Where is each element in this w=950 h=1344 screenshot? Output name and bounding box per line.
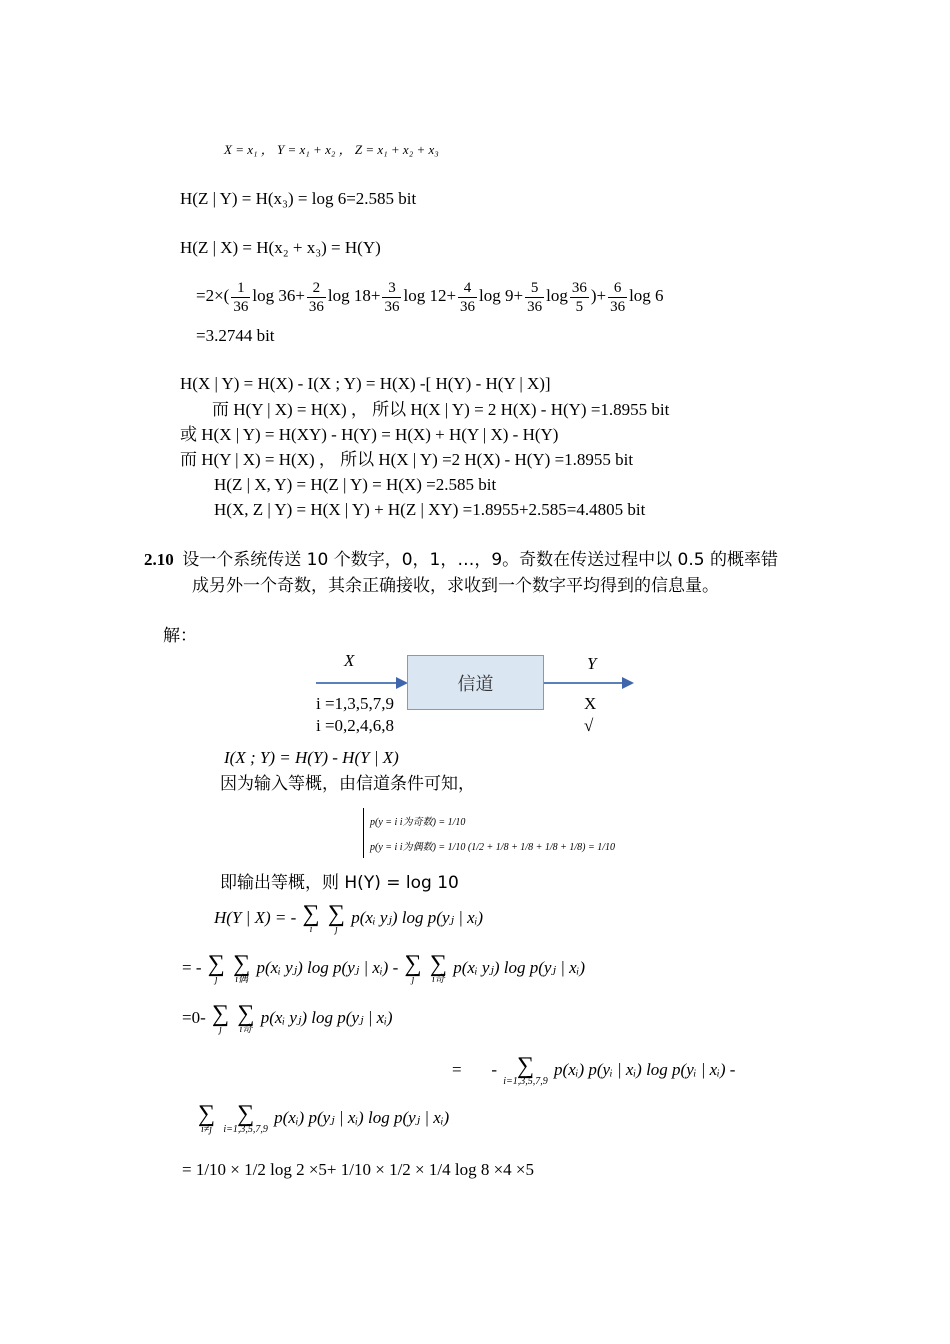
problem-line-1 bbox=[144, 550, 778, 570]
case-even: p(y = i i为偶数) = 1/10 (1/2 + 1/8 + 1/8 + 1/8 + 1/8) = 1/10 bbox=[370, 842, 615, 853]
sum-i-ne-j: ∑ i≠j bbox=[198, 1101, 216, 1136]
calc-log-7: log 6 bbox=[629, 286, 664, 305]
input-arrow-line bbox=[316, 682, 398, 684]
eq-line-4: = - ∑ i=1,3,5,7,9 p(xᵢ) p(yᵢ | xᵢ) log p(yᵢ | xᵢ) - bbox=[452, 1053, 736, 1088]
eq4-prefix: = bbox=[452, 1060, 462, 1079]
sum-j-3: ∑ j bbox=[404, 951, 422, 986]
hyx-label: H(Y | X) = - bbox=[214, 908, 297, 927]
odd-row: i =1,3,5,7,9 bbox=[316, 694, 395, 713]
eq-h-x-given-y: H(X | Y) = H(X) - I(X ; Y) = H(X) -[ H(Y) - H(Y | X)] bbox=[180, 374, 551, 393]
eq-er-line-1: 而 H(Y | X) = H(X) ， 所以 H(X | Y) = 2 H(X) - H(Y) =1.8955 bit bbox=[212, 400, 670, 419]
eq-er-line-2: 而 H(Y | X) = H(X) ， 所以 H(X | Y) =2 H(X) - H(Y) =1.8955 bit bbox=[180, 450, 634, 469]
sum-j: ∑ j bbox=[327, 901, 345, 936]
eq-h-z-given-y: H(Z | Y) = H(x₃) = log 6=2.585 bit bbox=[180, 189, 417, 208]
because-line: 因为输入等概，由信道条件可知， bbox=[220, 774, 475, 794]
sum-i-odds-2: ∑ i=1,3,5,7,9 bbox=[223, 1101, 268, 1136]
problem-number: 2.10 bbox=[144, 550, 174, 569]
output-arrow-head bbox=[622, 677, 634, 689]
calc-frac-2: $\frac{2}{36}$ bbox=[308, 279, 324, 315]
problem-text-1: 设一个系统传送 10 个数字，0，1，…，9。奇数在传送过程中以 0.5 的概率错 bbox=[182, 550, 778, 570]
channel-box bbox=[407, 655, 544, 710]
calc-frac-1: $\frac{1}{36}$ bbox=[233, 279, 249, 315]
sum-i: ∑ i bbox=[302, 901, 320, 936]
final-result-line: = 1/10 × 1/2 log 2 ×5+ 1/10 × 1/2 × 1/4 log 8 ×4 ×5 bbox=[182, 1160, 535, 1179]
variable-definitions: X = x₁ ， Y = x₁ + x₂ ， Z = x₁ + x₂ + x₃ bbox=[224, 142, 439, 157]
calc-frac-4: $\frac{4}{36}$ bbox=[460, 279, 476, 315]
channel-label: 信道 bbox=[457, 673, 494, 695]
eq5-expr: p(xᵢ) p(yⱼ | xᵢ) log p(yⱼ | xᵢ) bbox=[274, 1108, 450, 1127]
sum-expr-1: p(xᵢ yⱼ) log p(yⱼ | xᵢ) bbox=[351, 908, 484, 927]
sum-i-odd: ∑ i奇 bbox=[429, 951, 447, 986]
sum-i-odd-2: ∑ i奇 bbox=[237, 1001, 255, 1036]
sum-j-2: ∑ j bbox=[207, 951, 225, 986]
calc-log-3: log 12+ bbox=[403, 286, 457, 305]
calc-frac-3: $\frac{3}{36}$ bbox=[384, 279, 400, 315]
output-arrow-line bbox=[544, 682, 624, 684]
calc-frac-7: $\frac{6}{36}$ bbox=[610, 279, 626, 315]
eq-line-3 bbox=[182, 1000, 393, 1036]
eq-h-xz-given-y: H(X, Z | Y) = H(X | Y) + H(Z | XY) =1.8955+2.585=4.4805 bit bbox=[214, 500, 646, 519]
eq-line-2: = - ∑ j ∑ i偶 p(xᵢ yⱼ) log p(yⱼ | xᵢ) - ∑ j ∑ i奇 p(xᵢ yⱼ) log p(yⱼ | xᵢ) bbox=[182, 951, 586, 986]
solution-label: 解： bbox=[163, 626, 197, 646]
problem-line-2: 成另外一个奇数，其余正确接收，求收到一个数字平均得到的信息量。 bbox=[192, 576, 719, 596]
sum-i-odds: ∑ i=1,3,5,7,9 bbox=[503, 1053, 548, 1088]
calc-prefix: =2×( bbox=[196, 286, 230, 305]
even-row: i =0,2,4,6,8 bbox=[316, 716, 395, 735]
calc-log-4: log 9+ bbox=[479, 286, 524, 305]
calc-log-1: log 36+ bbox=[252, 286, 305, 305]
sum-j-4: ∑ j bbox=[212, 1001, 230, 1036]
even-mark: √ bbox=[584, 716, 594, 735]
eq-line-5 bbox=[196, 1098, 449, 1138]
odd-mark: X bbox=[584, 694, 597, 713]
eq-h-z-given-x: H(Z | X) = H(x₂ + x₃) = H(Y) bbox=[180, 238, 381, 257]
probability-cases bbox=[363, 808, 623, 858]
eq-h-z-given-xy: H(Z | X, Y) = H(Z | Y) = H(X) =2.585 bit bbox=[214, 475, 497, 494]
equiprob-line: 即输出等概，则 H(Y) = log 10 bbox=[220, 873, 459, 893]
eq3-prefix: =0- bbox=[182, 1008, 206, 1027]
eq-calc-line bbox=[196, 276, 664, 316]
sum-expr-4: p(xᵢ yⱼ) log p(yⱼ | xᵢ) bbox=[260, 1008, 393, 1027]
eq4-expr: p(xᵢ) p(yᵢ | xᵢ) log p(yᵢ | xᵢ) bbox=[554, 1060, 726, 1079]
calc-log-2: log 18+ bbox=[327, 286, 381, 305]
eq2-prefix: = - bbox=[182, 958, 202, 977]
eq-h-y-given-x bbox=[214, 900, 483, 936]
calc-frac-5: $\frac{5}{36}$ bbox=[527, 279, 543, 315]
sum-i-even: ∑ i偶 bbox=[233, 951, 251, 986]
eq-huo-line: 或 H(X | Y) = H(XY) - H(Y) = H(X) + H(Y | X) - H(Y) bbox=[180, 425, 559, 444]
sum-expr-2: p(xᵢ yⱼ) log p(yⱼ | xᵢ) bbox=[256, 958, 389, 977]
calc-log-5: log bbox=[546, 286, 568, 305]
input-label-x: X bbox=[344, 651, 355, 670]
eq-mutual-info: I(X ; Y) = H(Y) - H(Y | X) bbox=[224, 748, 399, 767]
output-label-y: Y bbox=[587, 654, 597, 673]
case-odd: p(y = i i为奇数) = 1/10 bbox=[370, 817, 466, 828]
result-3-2744: =3.2744 bit bbox=[196, 326, 275, 345]
calc-log-6: )+ bbox=[590, 286, 607, 305]
sum-expr-3: p(xᵢ yⱼ) log p(yⱼ | xᵢ) bbox=[453, 958, 586, 977]
calc-frac-6: $\frac{36}{5}$ bbox=[571, 279, 587, 315]
